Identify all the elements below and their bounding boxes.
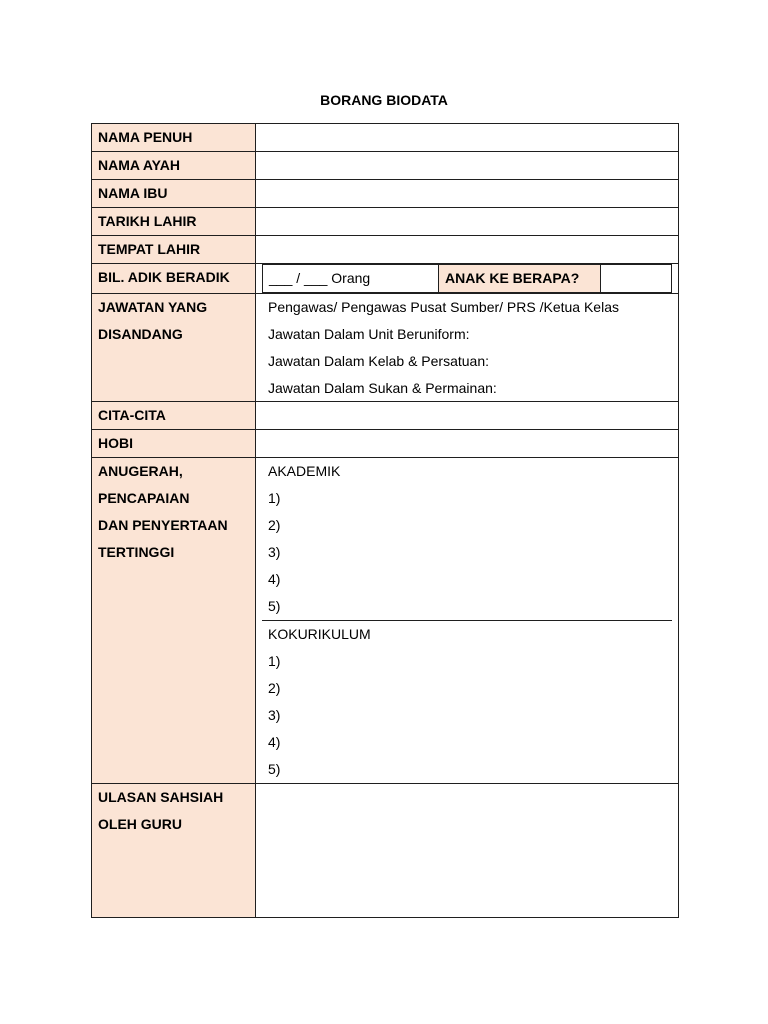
- field-ulasan[interactable]: [256, 784, 679, 918]
- jawatan-sukan-permainan: Jawatan Dalam Sukan & Permainan:: [268, 380, 497, 396]
- label-tempat-lahir: TEMPAT LAHIR: [92, 236, 256, 264]
- biodata-table: [91, 123, 679, 918]
- anugerah-cell: [256, 458, 679, 784]
- row-tempat-lahir: [92, 236, 679, 264]
- row-nama-penuh: [92, 124, 679, 152]
- label-bil-adik: BIL. ADIK BERADIK: [92, 264, 256, 294]
- row-tarikh-lahir: [92, 208, 679, 236]
- label-nama-ayah: NAMA AYAH: [92, 152, 256, 180]
- row-nama-ibu: [92, 180, 679, 208]
- kokurikulum-item-3: 3): [268, 707, 281, 723]
- kokurikulum-item-1: 1): [268, 653, 281, 669]
- label-nama-ibu: NAMA IBU: [92, 180, 256, 208]
- field-tarikh-lahir[interactable]: [256, 208, 679, 236]
- row-hobi: [92, 430, 679, 458]
- field-tempat-lahir[interactable]: [256, 236, 679, 264]
- label-anugerah-line4: TERTINGGI: [98, 544, 175, 560]
- kokurikulum-item-4: 4): [268, 734, 281, 750]
- label-anugerah-line1: ANUGERAH,: [98, 463, 183, 479]
- field-nama-ibu[interactable]: [256, 180, 679, 208]
- field-hobi[interactable]: [256, 430, 679, 458]
- field-jawatan[interactable]: [256, 294, 679, 402]
- field-anak-ke[interactable]: [601, 265, 672, 293]
- jawatan-pengawas: Pengawas/ Pengawas Pusat Sumber/ PRS /Ketua Kelas: [268, 299, 619, 315]
- kokurikulum-heading: KOKURIKULUM: [268, 626, 371, 642]
- label-tarikh-lahir: TARIKH LAHIR: [92, 208, 256, 236]
- akademik-item-4: 4): [268, 571, 281, 587]
- kokurikulum-item-5: 5): [268, 761, 281, 777]
- akademik-item-2: 2): [268, 517, 281, 533]
- jawatan-unit-beruniform: Jawatan Dalam Unit Beruniform:: [268, 326, 470, 342]
- field-nama-penuh[interactable]: [256, 124, 679, 152]
- jawatan-kelab-persatuan: Jawatan Dalam Kelab & Persatuan:: [268, 353, 490, 369]
- row-anugerah: [92, 458, 679, 784]
- label-ulasan: [92, 784, 256, 918]
- row-bil-adik: [92, 264, 679, 294]
- label-ulasan-line1: ULASAN SAHSIAH: [98, 789, 224, 805]
- label-anugerah-line3: DAN PENYERTAAN: [98, 517, 228, 533]
- akademik-section[interactable]: [262, 458, 672, 620]
- field-cita-cita[interactable]: [256, 402, 679, 430]
- field-bil-adik[interactable]: ___ / ___ Orang: [263, 265, 439, 293]
- label-anugerah: [92, 458, 256, 784]
- akademik-item-5: 5): [268, 598, 281, 614]
- label-hobi: HOBI: [92, 430, 256, 458]
- label-jawatan-line2: DISANDANG: [98, 326, 183, 342]
- label-cita-cita: CITA-CITA: [92, 402, 256, 430]
- bil-adik-cell: [256, 264, 679, 294]
- akademik-item-3: 3): [268, 544, 281, 560]
- kokurikulum-item-2: 2): [268, 680, 281, 696]
- field-nama-ayah[interactable]: [256, 152, 679, 180]
- akademik-item-1: 1): [268, 490, 281, 506]
- label-anak-ke: ANAK KE BERAPA?: [439, 265, 601, 293]
- kokurikulum-section[interactable]: [262, 620, 672, 783]
- label-jawatan: [92, 294, 256, 402]
- label-ulasan-line2: OLEH GURU: [98, 816, 182, 832]
- label-nama-penuh: NAMA PENUH: [92, 124, 256, 152]
- label-jawatan-line1: JAWATAN YANG: [98, 299, 208, 315]
- row-ulasan: [92, 784, 679, 918]
- row-nama-ayah: [92, 152, 679, 180]
- akademik-heading: AKADEMIK: [268, 463, 341, 479]
- row-jawatan: [92, 294, 679, 402]
- row-cita-cita: [92, 402, 679, 430]
- form-title: BORANG BIODATA: [320, 92, 448, 108]
- label-anugerah-line2: PENCAPAIAN: [98, 490, 190, 506]
